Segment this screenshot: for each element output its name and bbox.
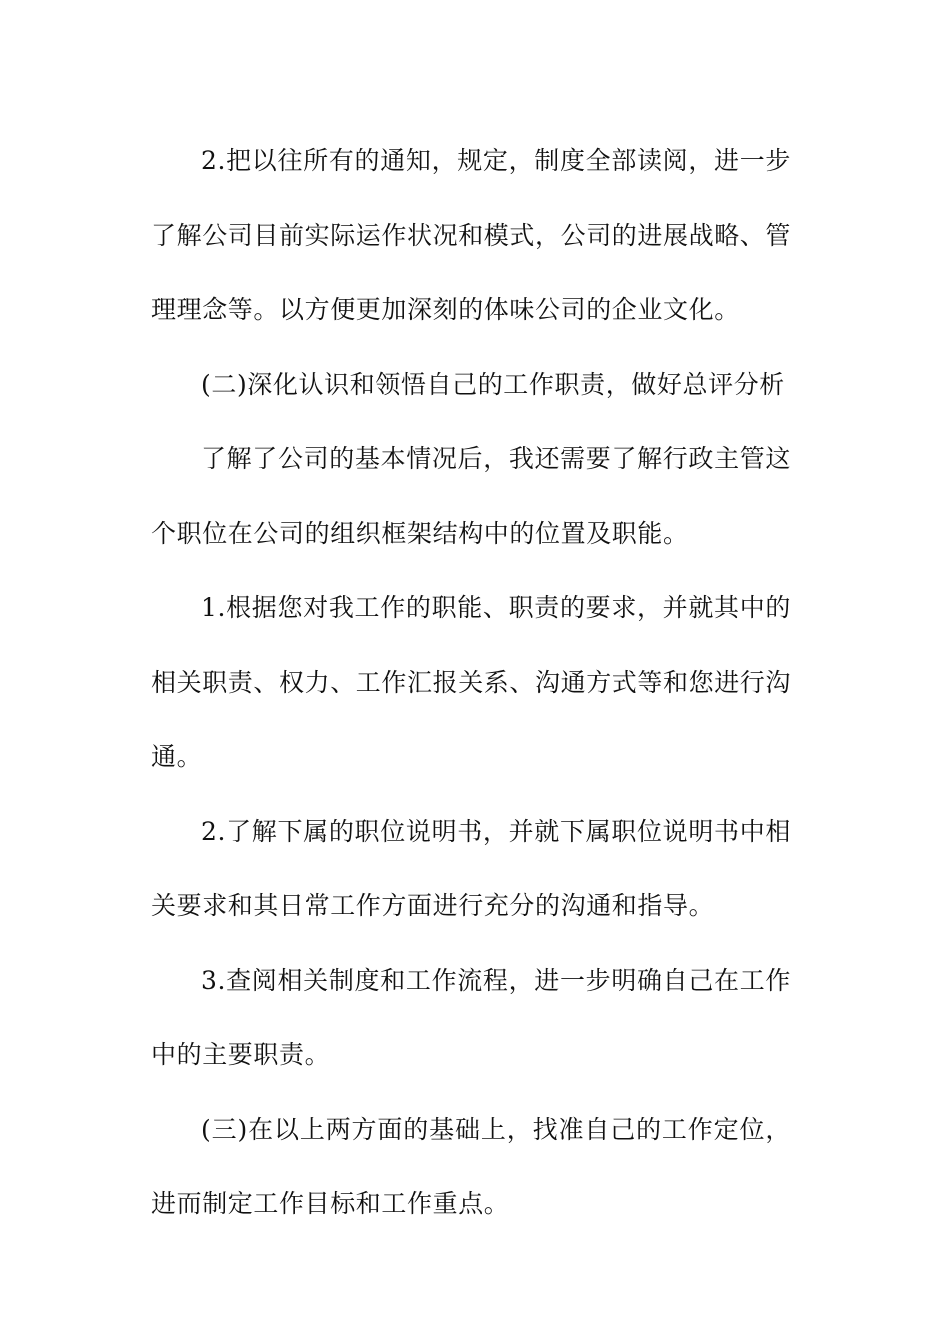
section-heading-2: (二)深化认识和领悟自己的工作职责，做好总评分析: [201, 369, 785, 399]
document-body: [151, 124, 791, 1242]
section-heading-3: (三)在以上两方面的基础上，找准自己的工作定位，进而制定工作目标和工作重点。: [151, 1114, 791, 1218]
paragraph-item-2b: 2.了解下属的职位说明书，并就下属职位说明书中相关要求和其日常工作方面进行充分的沟通和指导。: [151, 816, 791, 920]
paragraph-intro: 了解了公司的基本情况后，我还需要了解行政主管这个职位在公司的组织框架结构中的位置及职能。: [151, 444, 791, 548]
paragraph-item-2: 2.把以往所有的通知，规定，制度全部读阅，进一步了解公司目前实际运作状况和模式，公司的进展战略、管理理念等。以方便更加深刻的体味公司的企业文化。: [151, 146, 792, 324]
paragraph-item-3: 3.查阅相关制度和工作流程，进一步明确自己在工作中的主要职责。: [151, 965, 791, 1069]
paragraph-item-1: 1.根据您对我工作的职能、职责的要求，并就其中的相关职责、权力、工作汇报关系、沟通方式等和您进行沟通。: [151, 593, 792, 771]
